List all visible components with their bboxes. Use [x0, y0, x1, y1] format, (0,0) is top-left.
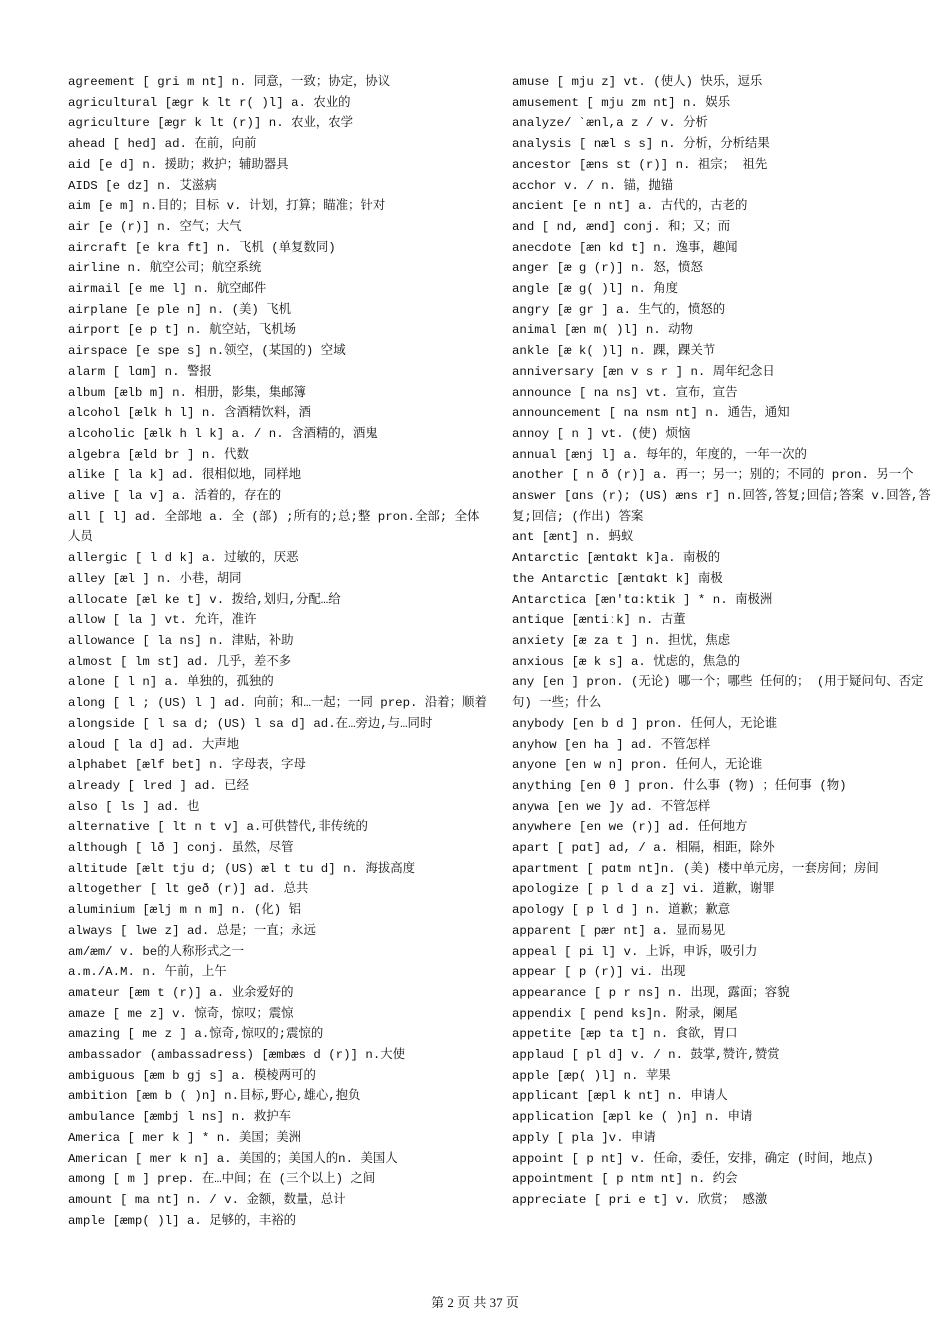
vocab-entry: agreement [ gri m nt] n. 同意，一致；协定，协议 [68, 75, 391, 89]
vocab-entry: ample [æmp( )l] a. 足够的，丰裕的 [68, 1213, 297, 1228]
vocab-entry: altogether [ lt geð (r)] ad. 总共 [68, 882, 309, 897]
vocab-entry: appointment [ p ntm nt] n. 约会 [512, 1172, 738, 1187]
vocab-entry: annual [ænj l] a. 每年的，年度的，一年一次的 [512, 447, 807, 462]
vocab-entry: ahead [ hed] ad. 在前，向前 [68, 137, 257, 152]
page-footer: 第 2 页 共 37 页 [431, 1295, 519, 1310]
vocab-entry: apology [ p l d ] n. 道歉；歉意 [512, 903, 731, 918]
vocab-entry: ant [ænt] n. 蚂蚁 [512, 530, 634, 545]
vocab-entry: appetite [æp ta t] n. 食欲，胃口 [512, 1027, 738, 1042]
vocab-entry: always [ lwe z] ad. 总是；一直；永远 [68, 923, 316, 938]
vocab-entry: algebra [æld br ] n. 代数 [68, 447, 249, 462]
vocab-entry: another [ n ð (r)] a. 再一；另一；别的；不同的 pron. 另一个 [512, 468, 914, 483]
vocab-entry: along [ l ; (US) l ] ad. 向前；和…一起；一同 prep. 沿着；顺着 [68, 696, 487, 711]
vocab-entry: AIDS [e dz] n. 艾滋病 [68, 178, 217, 193]
vocab-entry: airplane [e ple n] n. (美) 飞机 [68, 302, 292, 317]
vocab-entry: airport [e p t] n. 航空站，飞机场 [68, 323, 297, 338]
vocab-entry: appoint [ p nt] v. 任命，委任，安排，确定 (时间，地点) [512, 1151, 874, 1166]
vocab-entry: alone [ l n] a. 单独的，孤独的 [68, 675, 274, 690]
vocab-entry: amusement [ mju zm nt] n. 娱乐 [512, 95, 731, 110]
vocab-entry: alley [æl ] n. 小巷，胡同 [68, 571, 242, 586]
right-column [512, 72, 932, 1211]
vocab-entry: appreciate [ pri e t] v. 欣赏； 感激 [512, 1192, 768, 1207]
vocab-entry: American [ mer k n] a. 美国的；美国人的n. 美国人 [68, 1151, 398, 1166]
vocab-entry: ambulance [æmbj l ns] n. 救护车 [68, 1110, 292, 1125]
vocab-entry: alternative [ lt n t v] a.可供替代,非传统的 [68, 820, 368, 835]
vocab-entry: almost [ lm st] ad. 几乎，差不多 [68, 654, 292, 669]
vocab-entry: anywhere [en we (r)] ad. 任何地方 [512, 820, 748, 835]
vocab-entry: announcement [ na nsm nt] n. 通告，通知 [512, 406, 790, 421]
vocab-entry: anecdote [æn kd t] n. 逸事，趣闻 [512, 240, 738, 255]
vocab-entry: amateur [æm t (r)] a. 业余爱好的 [68, 985, 294, 1000]
vocab-entry: Antarctic [æntɑkt k]a. 南极的 [512, 551, 721, 566]
vocab-entry: antique [æntiːk] n. 古董 [512, 613, 686, 628]
vocab-entry: alphabet [ælf bet] n. 字母表，字母 [68, 758, 306, 773]
vocab-entry: aircraft [e kra ft] n. 飞机 (单复数同) [68, 240, 336, 255]
vocab-entry: animal [æn m( )l] n. 动物 [512, 323, 693, 338]
vocab-entry: appearance [ p r ns] n. 出现，露面；容貌 [512, 985, 790, 1000]
vocab-entry: air [e (r)] n. 空气；大气 [68, 219, 242, 234]
vocab-entry: aid [e d] n. 援助；救护；辅助器具 [68, 157, 289, 172]
vocab-entry: amuse [ mju z] vt. (使人) 快乐，逗乐 [512, 75, 763, 89]
vocab-entry: aim [e m] n.目的；目标 v. 计划，打算；瞄准；针对 [68, 199, 386, 214]
vocab-entry: anyone [en w n] pron. 任何人，无论谁 [512, 758, 763, 773]
vocab-entry: altitude [ælt tju d; (US) æl t tu d] n. 海拔高度 [68, 861, 415, 876]
left-column [68, 72, 488, 1231]
vocab-entry: ambition [æm b ( )n] n.目标,野心,雄心,抱负 [68, 1089, 361, 1104]
vocab-entry: applicant [æpl k nt] n. 申请人 [512, 1089, 728, 1104]
vocab-entry: alike [ la k] ad. 很相似地，同样地 [68, 468, 301, 483]
vocab-entry: agricultural [ægr k lt r( )l] a. 农业的 [68, 95, 351, 110]
vocab-entry: appear [ p (r)] vi. 出现 [512, 965, 686, 980]
vocab-entry: apart [ pɑt] ad, / a. 相隔，相距，除外 [512, 841, 775, 856]
vocab-entry: among [ m ] prep. 在…中间；在 (三个以上) 之间 [68, 1172, 376, 1187]
vocab-entry: anxiety [æ za t ] n. 担忧，焦虑 [512, 633, 731, 648]
vocab-entry: alive [ la v] a. 活着的，存在的 [68, 489, 282, 504]
vocab-entry: apple [æp( )l] n. 苹果 [512, 1068, 671, 1083]
vocab-entry: amazing [ me z ] a.惊奇,惊叹的;震惊的 [68, 1027, 324, 1042]
vocab-entry: ambiguous [æm b gj s] a. 模棱两可的 [68, 1068, 316, 1083]
vocab-entry: anything [en θ ] pron. 什么事 (物) ；任何事 (物) [512, 778, 847, 793]
vocab-entry: airline n. 航空公司；航空系统 [68, 261, 262, 276]
vocab-entry: agriculture [ægr k lt (r)] n. 农业，农学 [68, 116, 354, 131]
vocab-entry: amount [ ma nt] n. / v. 金额，数量，总计 [68, 1192, 346, 1207]
vocab-entry: allow [ la ] vt. 允许，准许 [68, 613, 257, 628]
vocab-entry: Antarctica [æn'tɑ:ktik ] * n. 南极洲 [512, 592, 773, 607]
vocab-entry: ankle [æ k( )l] n. 踝，踝关节 [512, 344, 716, 359]
vocab-entry: anywa [en we ]y ad. 不管怎样 [512, 799, 711, 814]
vocab-entry: analyze/ ˋænl,a z / v. 分析 [512, 116, 708, 131]
vocab-entry: allergic [ l d k] a. 过敏的，厌恶 [68, 551, 299, 566]
vocab-entry: any [en ] pron. (无论) 哪一个；哪些 任何的； (用于疑问句、否定句) 一些；什么 [512, 675, 924, 711]
vocab-entry: the Antarctic [æntɑkt k] 南极 [512, 571, 723, 586]
vocab-entry: anniversary [æn v s r ] n. 周年纪念日 [512, 364, 775, 379]
vocab-entry: America [ mer k ] * n. 美国；美洲 [68, 1130, 301, 1145]
vocab-entry: apparent [ pær nt] a. 显而易见 [512, 923, 726, 938]
vocab-entry: aloud [ la d] ad. 大声地 [68, 737, 240, 752]
vocab-entry: appendix [ pend ks]n. 附录，阑尾 [512, 1006, 738, 1021]
vocab-entry: although [ lð ] conj. 虽然，尽管 [68, 841, 294, 856]
vocab-entry: airspace [e spe s] n.领空，(某国的) 空域 [68, 344, 346, 359]
vocab-entry: anxious [æ k s] a. 忧虑的，焦急的 [512, 654, 741, 669]
vocab-entry: anger [æ g (r)] n. 怒，愤怒 [512, 261, 703, 276]
vocab-entry: a.m./A.M. n. 午前，上午 [68, 965, 227, 980]
vocab-entry: aluminium [ælj m n m] n. (化) 铝 [68, 903, 301, 918]
vocab-entry: ambassador (ambassadress) [æmbæs d (r)] n.大使 [68, 1048, 406, 1063]
vocab-entry: already [ lred ] ad. 已经 [68, 778, 249, 793]
vocab-entry: ancient [e n nt] a. 古代的，古老的 [512, 199, 748, 214]
vocab-entry: acchor v. / n. 锚，抛锚 [512, 178, 674, 193]
vocab-entry: airmail [e me l] n. 航空邮件 [68, 282, 267, 297]
vocab-entry: apply [ pla ]v. 申请 [512, 1130, 656, 1145]
vocab-entry: album [ælb m] n. 相册，影集，集邮簿 [68, 385, 306, 400]
vocab-entry: angry [æ gr ] a. 生气的，愤怒的 [512, 302, 726, 317]
vocab-entry: allowance [ la ns] n. 津贴，补助 [68, 633, 294, 648]
vocab-entry: application [æpl ke ( )n] n. 申请 [512, 1110, 753, 1125]
vocab-entry: am/æm/ v. be的人称形式之一 [68, 944, 244, 959]
vocab-entry: alcoholic [ælk h l k] a. / n. 含酒精的，酒鬼 [68, 426, 378, 441]
vocab-entry: ancestor [æns st (r)] n. 祖宗； 祖先 [512, 157, 768, 172]
vocab-entry: announce [ na ns] vt. 宣布，宣告 [512, 385, 738, 400]
vocab-entry: anybody [en b d ] pron. 任何人，无论谁 [512, 716, 778, 731]
vocab-entry: applaud [ pl d] v. / n. 鼓掌,赞许,赞赏 [512, 1048, 780, 1063]
vocab-entry: amaze [ me z] v. 惊奇，惊叹；震惊 [68, 1006, 294, 1021]
vocab-entry: answer [ɑns (r); (US) æns r] n.回答,答复;回信;答案 v.回答,答复;回信; (作出) 答案 [512, 489, 931, 524]
vocab-entry: apologize [ p l d a z] vi. 道歉，谢罪 [512, 882, 775, 897]
vocab-entry: alcohol [ælk h l] n. 含酒精饮料，酒 [68, 406, 311, 421]
vocab-entry: alongside [ l sa d; (US) l sa d] ad.在…旁边,与…同时 [68, 716, 433, 731]
vocab-entry: analysis [ næl s s] n. 分析，分析结果 [512, 137, 770, 152]
vocab-entry: also [ ls ] ad. 也 [68, 799, 200, 814]
vocab-entry: annoy [ n ] vt. (使) 烦恼 [512, 426, 691, 441]
vocab-entry: and [ nd, ænd] conj. 和；又；而 [512, 219, 731, 234]
vocab-entry: apartment [ pɑtm nt]n. (美) 楼中单元房，一套房间；房间 [512, 861, 879, 876]
vocab-entry: allocate [æl ke t] v. 拨给,划归,分配…给 [68, 592, 341, 607]
vocab-entry: appeal [ pi l] v. 上诉，申诉，吸引力 [512, 944, 758, 959]
vocab-entry: anyhow [en ha ] ad. 不管怎样 [512, 737, 711, 752]
vocab-entry: angle [æ g( )l] n. 角度 [512, 282, 679, 297]
vocab-entry: alarm [ lɑm] n. 警报 [68, 364, 212, 379]
vocab-entry: all [ l] ad. 全部地 a. 全 (部) ;所有的;总;整 pron.全部; 全体人员 [68, 509, 480, 545]
